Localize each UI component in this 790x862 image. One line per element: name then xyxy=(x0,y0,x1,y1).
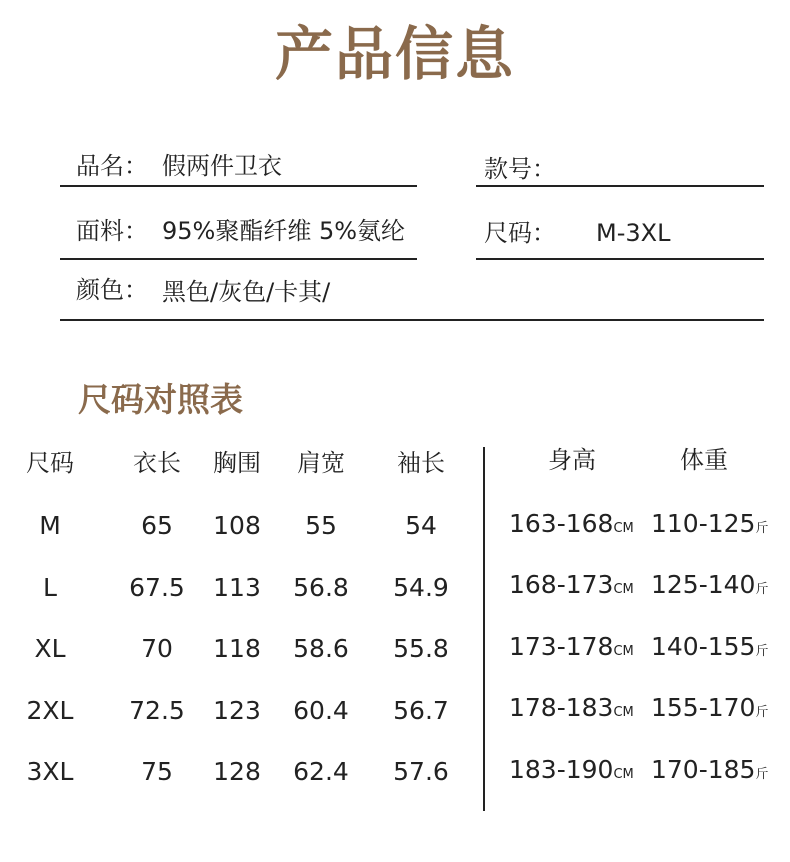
header-sleeve: 袖长 xyxy=(397,449,445,477)
name-value: 假两件卫衣 xyxy=(162,152,282,180)
fabric-value: 95%聚酯纤维 5%氨纶 xyxy=(162,217,406,245)
table-cell: L xyxy=(43,573,57,602)
table-cell: 54 xyxy=(405,511,437,540)
weight-value: 140-155 xyxy=(651,632,756,661)
size-label: 尺码： xyxy=(484,219,556,247)
table-cell: 55.8 xyxy=(393,634,449,663)
table-cell: 56.7 xyxy=(393,696,449,725)
color-label: 颜色： xyxy=(76,276,148,304)
header-height: 身高 xyxy=(548,446,596,474)
height-cell xyxy=(509,630,634,669)
weight-value: 170-185 xyxy=(651,755,756,784)
color-value: 黑色/灰色/卡其/ xyxy=(162,278,331,306)
height-cell xyxy=(509,753,634,792)
table-cell: 62.4 xyxy=(293,757,349,786)
table-cell: 65 xyxy=(141,511,173,540)
divider xyxy=(60,258,417,260)
weight-cell xyxy=(651,691,768,730)
height-cell xyxy=(509,568,634,607)
weight-cell xyxy=(651,568,768,607)
header-chest: 胸围 xyxy=(213,449,261,477)
weight-unit: 斤 xyxy=(755,644,769,659)
height-value: 183-190 xyxy=(509,755,614,784)
height-cell xyxy=(509,691,634,730)
table-cell: 128 xyxy=(213,757,261,786)
table-cell: 3XL xyxy=(26,757,74,786)
height-cell xyxy=(509,507,634,546)
weight-unit: 斤 xyxy=(755,521,769,536)
table-cell: 72.5 xyxy=(129,696,185,725)
table-cell: 70 xyxy=(141,634,173,663)
style-label: 款号： xyxy=(484,155,556,183)
height-unit: CM xyxy=(613,644,634,659)
table-cell: 58.6 xyxy=(293,634,349,663)
height-unit: CM xyxy=(613,767,634,782)
table-cell: 108 xyxy=(213,511,261,540)
page-title: 产品信息 xyxy=(274,20,515,88)
table-cell: 67.5 xyxy=(129,573,185,602)
name-label: 品名： xyxy=(76,152,148,180)
table-cell: 123 xyxy=(213,696,261,725)
table-cell: 75 xyxy=(141,757,173,786)
table-cell: XL xyxy=(34,634,66,663)
table-cell: 2XL xyxy=(26,696,74,725)
header-size: 尺码 xyxy=(26,449,74,477)
weight-cell xyxy=(651,753,768,792)
table-cell: 56.8 xyxy=(293,573,349,602)
height-unit: CM xyxy=(613,705,634,720)
table-cell: M xyxy=(39,511,61,540)
weight-cell xyxy=(651,630,768,669)
vertical-divider xyxy=(483,447,485,811)
table-cell: 113 xyxy=(213,573,261,602)
fabric-label: 面料： xyxy=(76,217,148,245)
header-length: 衣长 xyxy=(133,449,181,477)
weight-value: 155-170 xyxy=(651,693,756,722)
height-value: 178-183 xyxy=(509,693,614,722)
height-value: 173-178 xyxy=(509,632,614,661)
table-cell: 60.4 xyxy=(293,696,349,725)
weight-unit: 斤 xyxy=(755,767,769,782)
table-cell: 55 xyxy=(305,511,337,540)
height-value: 163-168 xyxy=(509,509,614,538)
divider xyxy=(60,185,417,187)
weight-unit: 斤 xyxy=(755,705,769,720)
divider xyxy=(476,185,764,187)
table-cell: 54.9 xyxy=(393,573,449,602)
divider xyxy=(476,258,764,260)
divider xyxy=(60,319,764,321)
table-cell: 57.6 xyxy=(393,757,449,786)
weight-unit: 斤 xyxy=(755,582,769,597)
table-cell: 118 xyxy=(213,634,261,663)
weight-value: 110-125 xyxy=(651,509,756,538)
weight-cell xyxy=(651,507,768,546)
size-chart-title: 尺码对照表 xyxy=(78,380,243,419)
height-unit: CM xyxy=(613,521,634,536)
size-value: M-3XL xyxy=(596,219,671,247)
height-value: 168-173 xyxy=(509,570,614,599)
weight-value: 125-140 xyxy=(651,570,756,599)
header-weight: 体重 xyxy=(680,446,728,474)
header-shoulder: 肩宽 xyxy=(297,449,345,477)
height-unit: CM xyxy=(613,582,634,597)
